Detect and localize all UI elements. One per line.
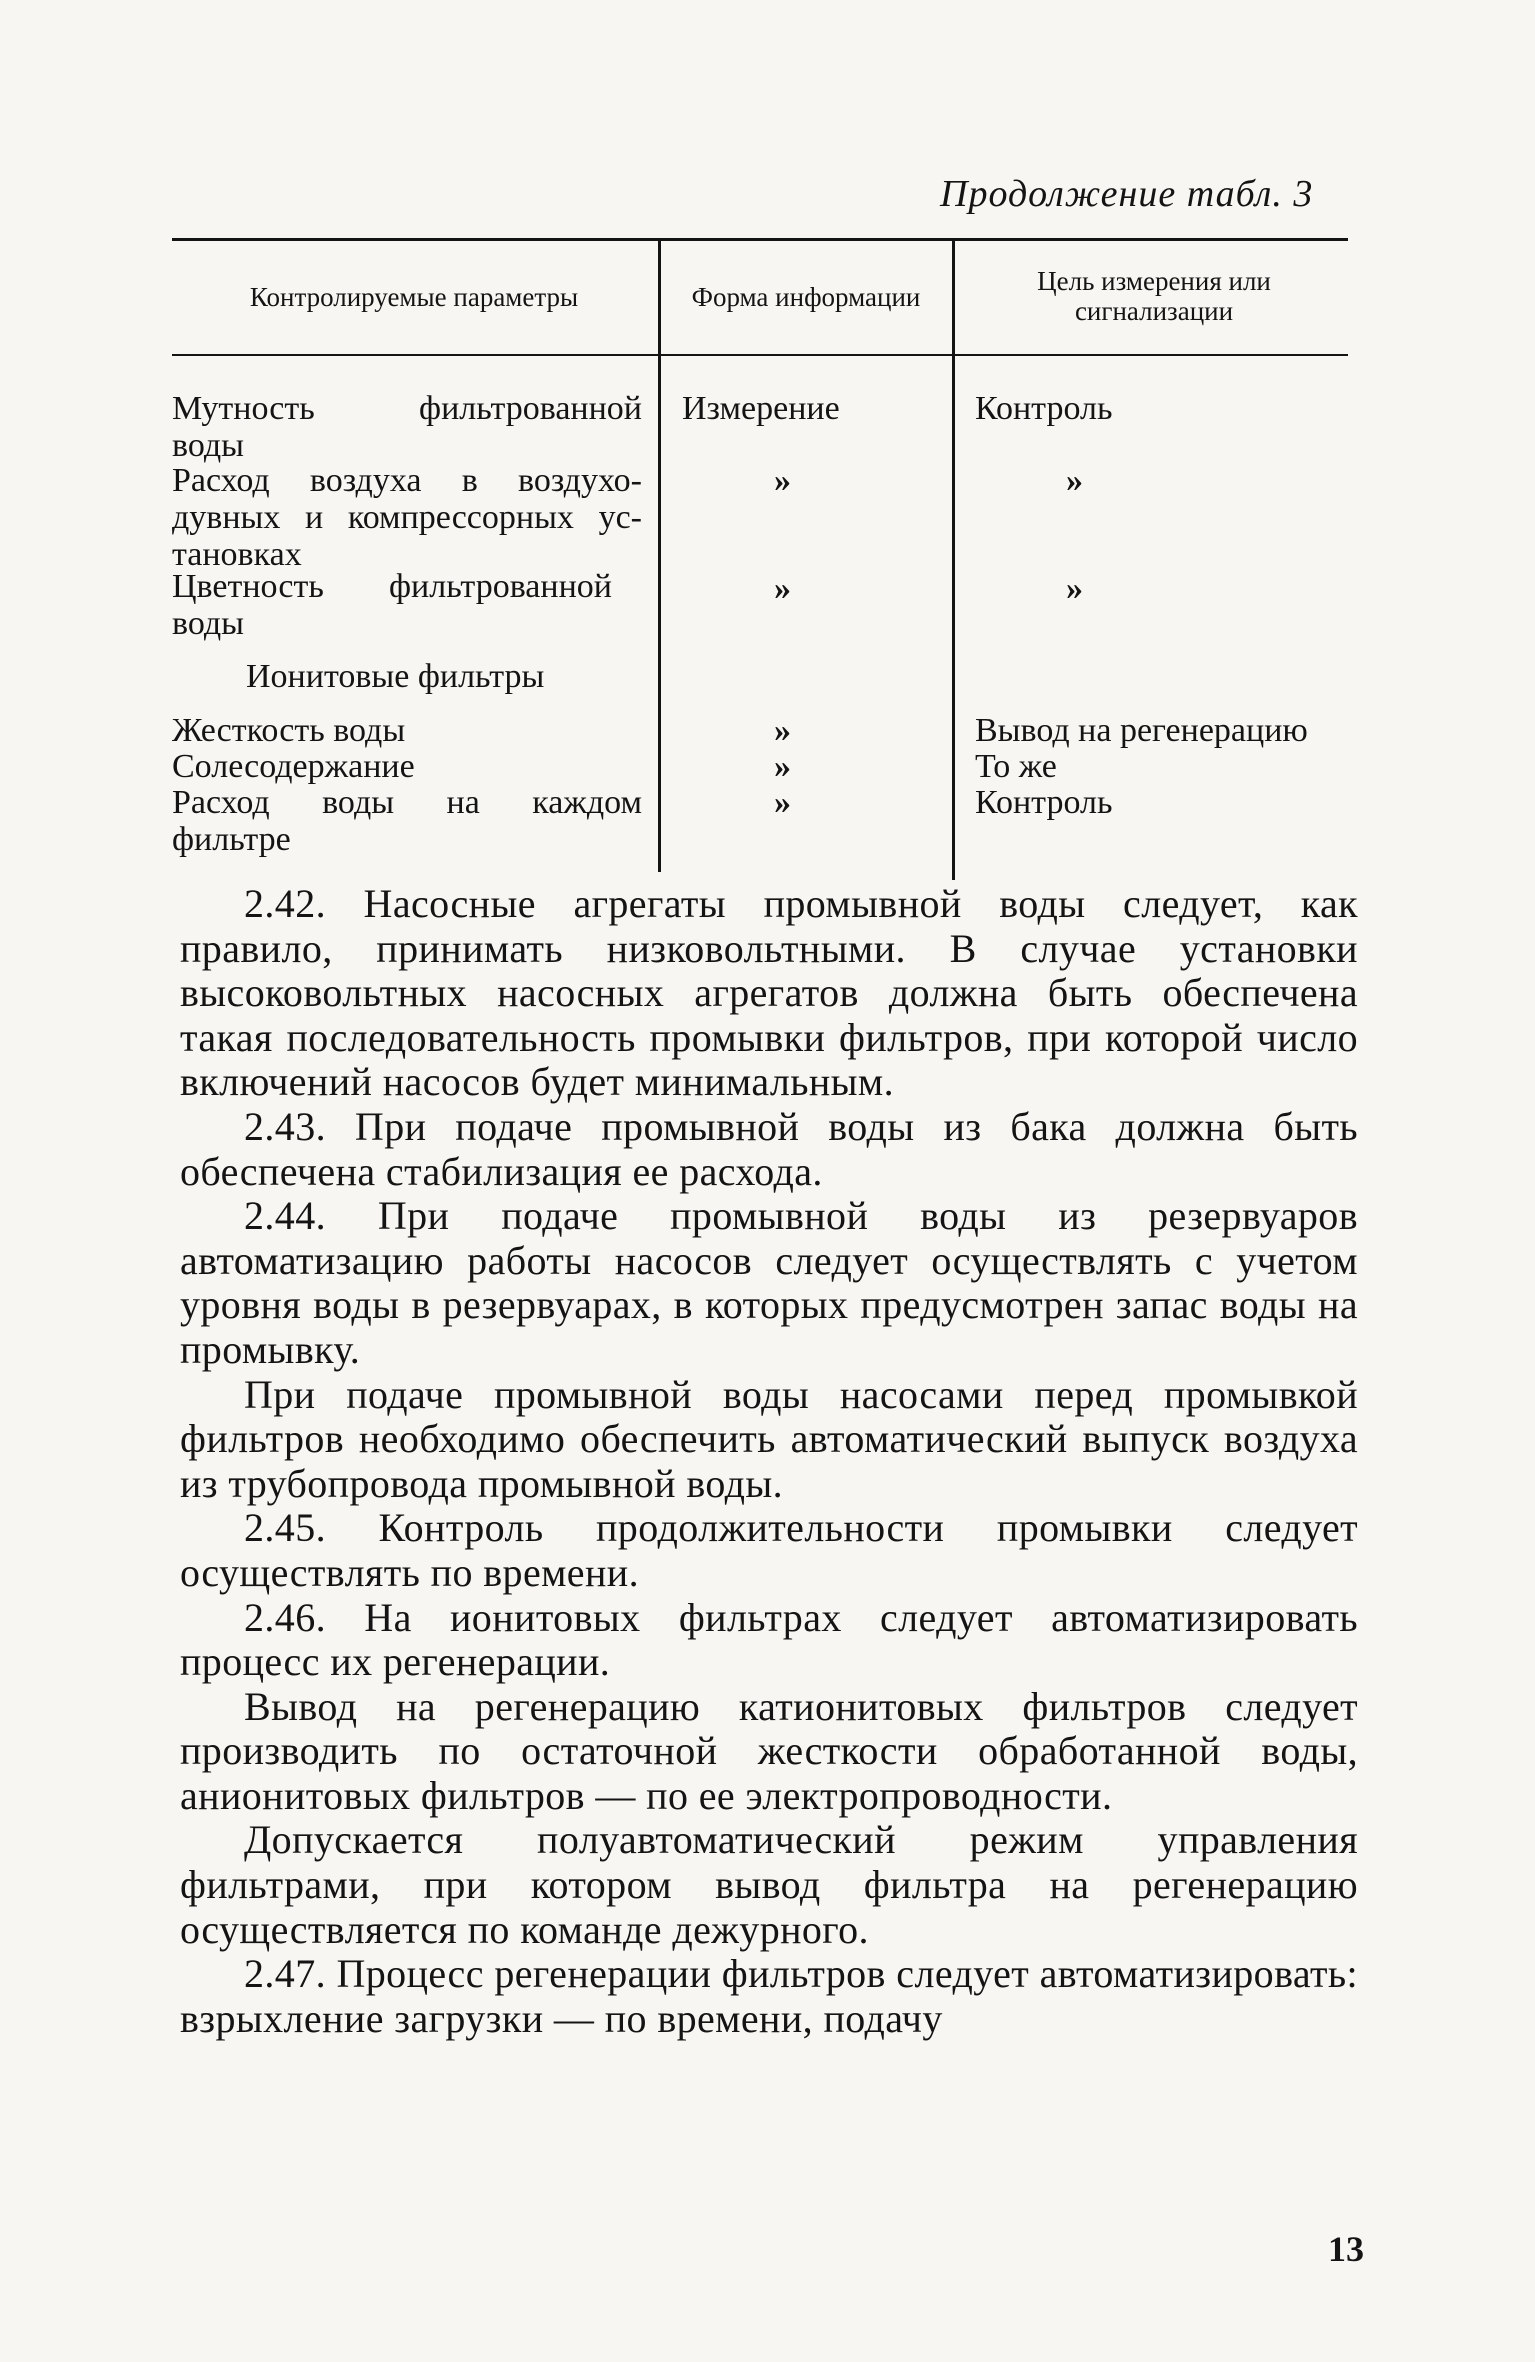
- row-6-goal: Контроль: [975, 784, 1113, 821]
- table-column-divider-2: [952, 240, 955, 880]
- paragraph-2-43: 2.43. При подаче промывной воды из бака должна быть обеспечена стабилизация ее расхода.: [180, 1103, 1358, 1194]
- paragraph-2-44-cont: При подаче промывной воды насосами перед промывкой фильтров необходимо обеспечить автоматический выпуск воздуха из трубопровода промывной воды.: [180, 1371, 1358, 1506]
- paragraph-2-46-cont-2: Допускается полуавтоматический режим управления фильтрами, при котором вывод фильтра на регенерацию осуществляется по команде дежурного.: [180, 1817, 1358, 1952]
- body-text: [180, 882, 1358, 2041]
- page-number: 13: [1328, 2229, 1364, 2269]
- row-2-param-line-1: Расход воздуха в воздухо-: [172, 462, 642, 499]
- row-3-param-line-2: воды: [172, 605, 244, 642]
- row-2-param: [172, 462, 642, 573]
- row-4-form-ditto: »: [774, 712, 791, 749]
- row-1-goal: Контроль: [975, 390, 1113, 427]
- row-3-param: [172, 568, 612, 642]
- table-header-rule: [172, 354, 1348, 356]
- row-6-param-line-2: фильтре: [172, 821, 291, 858]
- row-3-param-line-1: Цветность фильтрованной: [172, 568, 612, 605]
- row-2-goal-ditto: »: [1066, 462, 1083, 499]
- table-top-rule: [172, 238, 1348, 241]
- row-4-goal: Вывод на регенерацию: [975, 712, 1308, 749]
- row-5-goal: То же: [975, 748, 1057, 785]
- header-goal-text: Цель измерения или сигнализации: [1037, 266, 1271, 326]
- paragraph-2-46-cont-1: Вывод на регенерацию катионитовых фильтров следует производить по остаточной жесткости обработанной воды, анионитовых фильтров — по ее электропроводности.: [180, 1683, 1358, 1818]
- section-title: Ионитовые фильтры: [246, 658, 545, 695]
- row-3-goal-ditto: »: [1066, 570, 1083, 607]
- row-4-param-line-1: Жесткость воды: [172, 712, 406, 749]
- table-caption: Продолжение табл. 3: [940, 173, 1314, 215]
- row-2-param-line-3: тановках: [172, 536, 302, 573]
- header-goal: [960, 266, 1348, 326]
- row-4-param: [172, 712, 642, 749]
- table-column-divider-1: [658, 240, 661, 872]
- paragraph-2-46: 2.46. На ионитовых фильтрах следует автоматизировать процесс их регенерации.: [180, 1594, 1358, 1685]
- row-1-param-line-1: Мутность фильтрованной: [172, 390, 642, 427]
- row-2-param-line-2: дувных и компрессорных ус-: [172, 499, 642, 536]
- paragraph-2-45: 2.45. Контроль продолжительности промывки следует осуществлять по времени.: [180, 1505, 1358, 1595]
- row-2-form-ditto: »: [774, 462, 791, 499]
- row-5-form-ditto: »: [774, 748, 791, 785]
- header-form: Форма информации: [691, 282, 921, 312]
- row-6-param-line-1: Расход воды на каждом: [172, 784, 642, 821]
- row-1-form: Измерение: [682, 390, 840, 427]
- paragraph-2-42: 2.42. Насосные агрегаты промывной воды следует, как правило, принимать низковольтными. В случае установки высоковольтных насосных агрегатов должна быть обеспечена такая последовательность промывки фильтров, при которой число включений насосов будет минимальным.: [180, 881, 1358, 1105]
- row-5-param-line-1: Солесодержание: [172, 748, 415, 785]
- row-5-param: [172, 748, 642, 785]
- paragraph-2-47: 2.47. Процесс регенерации фильтров следует автоматизировать: взрыхление загрузки — по времени, подачу: [180, 1951, 1358, 2041]
- row-6-form-ditto: »: [774, 784, 791, 821]
- paragraph-2-44: 2.44. При подаче промывной воды из резервуаров автоматизацию работы насосов следует осуществлять с учетом уровня воды в резервуарах, в которых предусмотрен запас воды на промывку.: [180, 1193, 1358, 1372]
- row-1-param-line-2: воды: [172, 427, 244, 464]
- header-parameters: Контролируемые параметры: [249, 282, 579, 312]
- row-3-form-ditto: »: [774, 570, 791, 607]
- row-1-param: [172, 390, 642, 464]
- row-6-param: [172, 784, 642, 858]
